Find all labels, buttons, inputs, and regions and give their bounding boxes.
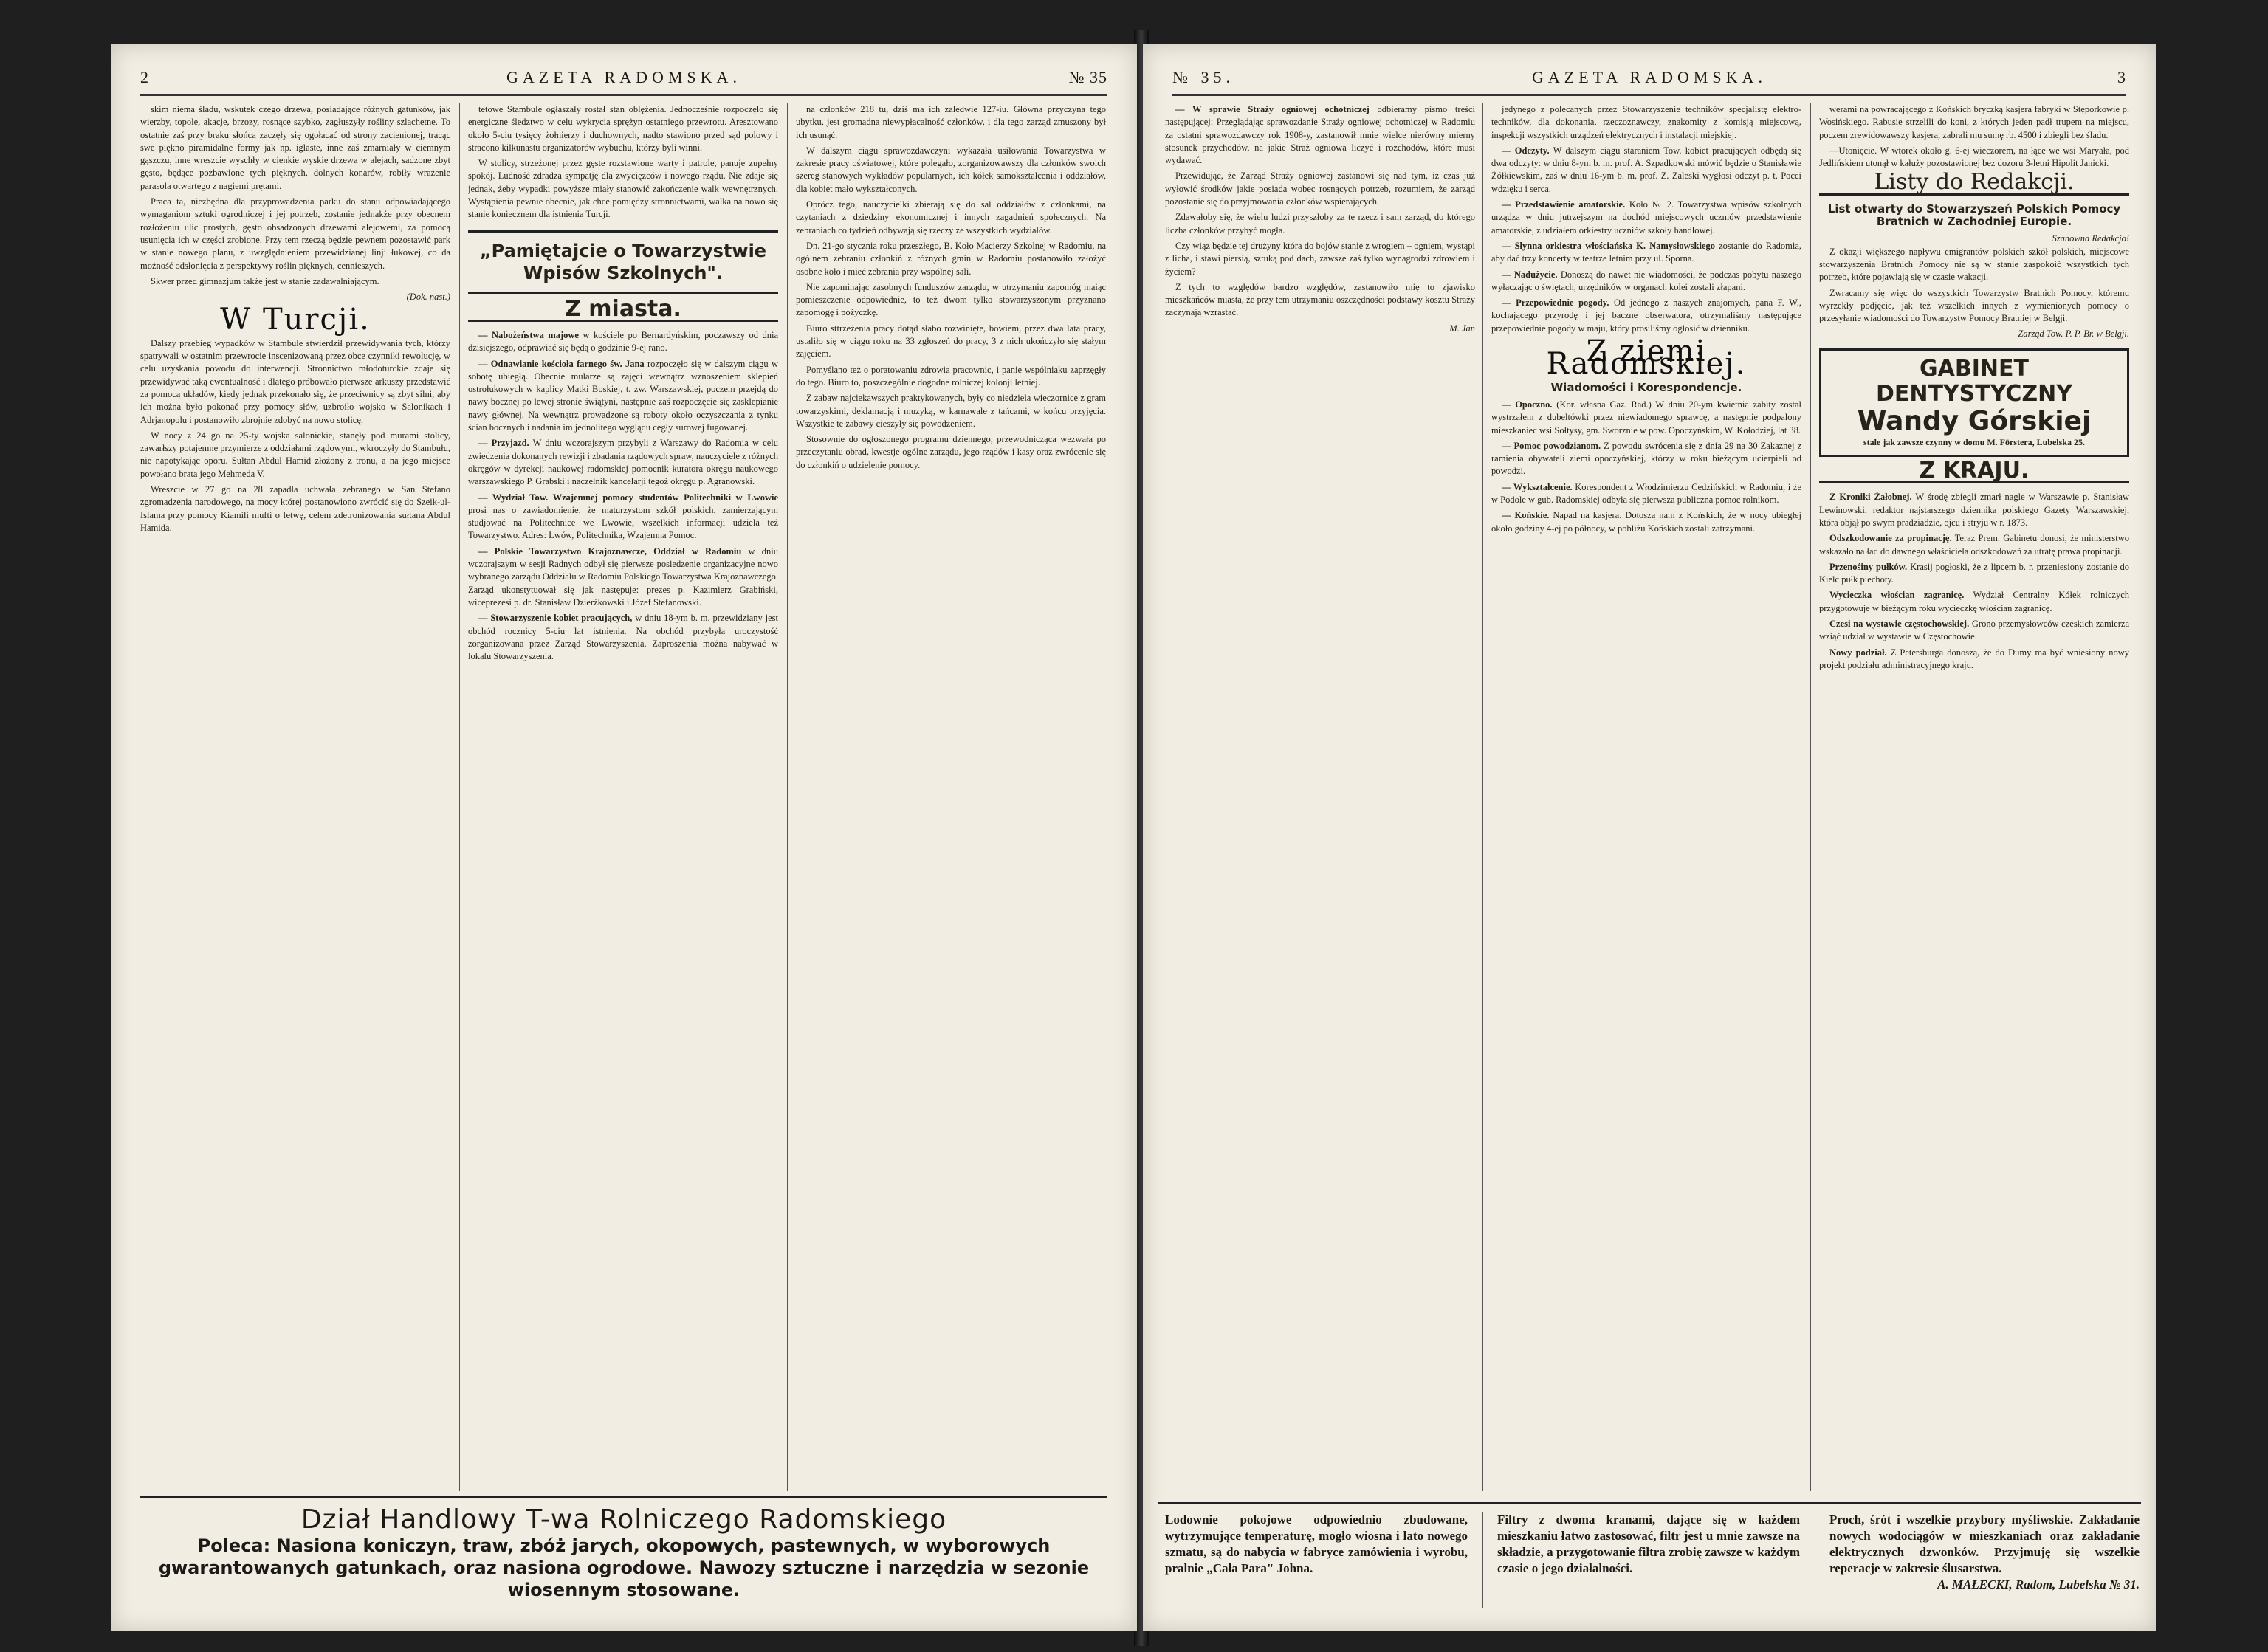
page-number: 2 <box>140 68 153 86</box>
news-item <box>1491 481 1801 507</box>
paragraph: Z okazji większego napływu emigrantów polskich szkół polskich, miejscowe stowarzyszenia Bratnich Pomocy nie są w stanie zaspokoić wszystkich tych potrzeb, które pojawiają się w czasie wakacji. <box>1819 246 2129 283</box>
item-text: Z powodu swrócenia się z dnia 29 na 30 Zakaznej z ramienia obywateli ziemi opoczyńskiej, którzy w roku bieżącym ucierpieli od powodzi. <box>1491 440 1801 477</box>
issue-number: № 35 <box>1068 68 1107 86</box>
section-headline: Z miasta. <box>468 303 778 322</box>
news-item <box>1491 269 1801 295</box>
hunting-supplies-advertisement <box>1829 1512 2140 1608</box>
issue-number: № 35. <box>1172 68 1234 86</box>
trade-advertisement <box>140 1496 1107 1615</box>
item-text: Koło № 2. Towarzystwa wpisów szkolnych urządza w dniu jutrzejszym na dochód miejscowych uczniów przedstawienie amatorskie, z udziałem orkiestry uczniów szkoły handlowej. <box>1491 199 1801 235</box>
item-lead: — Odczyty. <box>1502 145 1550 156</box>
dentist-advertisement <box>1819 348 2129 457</box>
item-lead: — Stowarzyszenie kobiet pracujących, <box>478 613 633 624</box>
news-item <box>1819 532 2129 558</box>
item-text: Od jednego z naszych znajomych, pana F. W., kochającego przyrodę i jej baczne obserwatora, otrzymaliśmy następujące przepowiednie pogody w maju, który prosiliśmy ogłosić w dzienniku. <box>1491 297 1801 334</box>
icehouse-advertisement: Lodownie pokojowe odpowiednio zbudowane, wytrzymujące temperaturę, mogło wiosna i lato nowego szmatu, są do nabycia w fabryce zamówienia i wyrobu, pralnie „Cała Para" Johna. <box>1165 1512 1468 1575</box>
news-item <box>1819 589 2129 615</box>
item-lead: — Nadużycie. <box>1502 269 1558 280</box>
signature: M. Jan <box>1449 323 1475 334</box>
advertisement-signature: A. MAŁECKI, Radom, Lubelska № 31. <box>1937 1577 2140 1591</box>
news-item <box>468 329 778 355</box>
signature: (Dok. nast.) <box>406 292 450 303</box>
paragraph: Wreszcie w 27 go na 28 zapadła uchwała zebranego w San Stefano zgromadzenia narodowego, na mocy której postanowiono zwrócić się do Szeik-ul-Islama przy pomocy Kiamili mufti o fetwę, celem zdetronizowania sułtana Abdul Hamida. <box>140 484 450 533</box>
paragraph: Pomyślano też o poratowaniu zdrowia pracownic, i panie wspólniaku zaprzęgły do tego. Biuro to, poszczególnie dogodne rolniczej kolonji letniej. <box>796 364 1106 388</box>
item-lead: — Wykształcenie. <box>1502 481 1573 492</box>
item-lead: — W sprawie Straży ogniowej ochotniczej <box>1175 104 1370 114</box>
news-item <box>1491 440 1801 478</box>
item-text: (Kor. własna Gaz. Rad.) W dniu 20-ym kwietnia zabity został wystrzałem z dubeltówki przez niewiadomego sprawcę, a następnie podpalony mieszkaniec wsi Sołtysy, gm. Sworznie w pow. Opoczyńskim, W. Kołodziej, lat 38. <box>1491 399 1801 436</box>
item-text: w dniu wczorajszym w sesji Radnych odbył się pierwsze posiedzenie organizacyjne nowo wybranego zarządu Oddziału w Radomiu Polskiego Towarzystwa Krajoznawczego. Zarząd ukonstytuował się jak następuje: prezes p. Kazimierz Grabiński, wiceprezesi p. dr. Stanisław Dzierżkowski i Józef Stefanowski. <box>468 545 778 608</box>
column-divider <box>1810 103 1811 1491</box>
item-text: w kościele po Bernardyńskim, poczawszy od dnia dzisiejszego, odprawiać się będą o godzinie 9-ej rano. <box>468 329 778 354</box>
boxed-headline: „Pamiętajcie o Towarzystwie Wpisów Szkolnych". <box>468 230 778 294</box>
section-headline: Z KRAJU. <box>1819 464 2129 483</box>
paragraph: jedynego z polecanych przez Stowarzyszenie techników specjalistę elektro-techników, dla dokonania, rzeczoznawczy, znakomity z komisją miejscową, inspekcji wszystkich urządzeń elektrycznych i instalacji miejskiej. <box>1491 104 1801 140</box>
left-column-2 <box>468 103 778 1491</box>
advertisement-text: Proch, śrót i wszelkie przybory myśliwskie. Zakładanie nowych wodociągów w mieszkaniach oraz zakładanie elektrycznych dzwonków. Przyjmuję się wszelkie reperacje w zakresie ślusarstwa. <box>1829 1512 2140 1575</box>
paragraph: Przewidując, że Zarząd Straży ogniowej zastanowi się nad tym, iż czas już wyłowić środków jakie posiada wobec rosnących potrzeb, rozumiem, że zarząd pozostanie się do przyjmowania członków wspierających. <box>1165 171 1475 207</box>
paragraph: W dalszym ciągu sprawozdawczyni wykazała usiłowania Towarzystwa w zakresie pracy oświatowej, które polegało, zorganizowawszy dla członków swoich szereg stanowych wykładów popularnych, ich kółek samokształcenia i oddziałów, dla kobiet mało wykształconych. <box>796 145 1106 194</box>
item-lead: — Końskie. <box>1502 510 1550 521</box>
item-lead: Wycieczka włościan zagranicę. <box>1829 590 1965 601</box>
item-lead: — Opoczno. <box>1502 399 1553 410</box>
item-text: W środę zbiegli zmarł nagle w Warszawie p. Stanisław Lewinowski, redaktor najstarszego dziennika polskiego Gazety Warszawskiej, która objął po swym pradziadzie, ojcu i stryju w r. 1873. <box>1819 492 2129 528</box>
item-lead: Z Kroniki Żałobnej. <box>1829 492 1912 503</box>
item-lead: — Odnawianie kościoła farnego św. Jana <box>478 358 645 369</box>
item-lead: — Słynna orkiestra włościańska K. Namysłowskiego <box>1502 240 1716 251</box>
item-text: prosi nas o zawiadomienie, że maturzystom szkół polskich, zamierzającym studjować na Politechnice we Lwowie, wszelkich informacji udziela też Towarzystwo. Adres: Lwów, Politechnika, Wzajemna Pomoc. <box>468 504 778 541</box>
item-text: zostanie do Radomia, aby dać trzy koncerty w teatrze letnim przy ul. Sporna. <box>1491 240 1801 264</box>
page-number: 3 <box>2117 68 2126 86</box>
paragraph: Zwracamy się więc do wszystkich Towarzystw Bratnich Pomocy, któremu wyrzekły podjęcie, jak też wszelkich innych z wymienionych pomocy o przesyłanie wiadomości do Towarzystw Pomocy Bratniej w Belgji. <box>1819 287 2129 324</box>
paragraph: Dn. 21-go stycznia roku przeszłego, B. Koło Macierzy Szkolnej w Radomiu, na ogólnem zebraniu członkiń z różnych gmin w Radomiu postanowiło założyć osobne koło i mieć zebrania przy wspólnej sali. <box>796 240 1106 277</box>
item-lead: — Przedstawienie amatorskie. <box>1502 199 1626 210</box>
column-divider <box>1482 103 1483 1491</box>
paragraph: tetowe Stambule ogłaszały rostał stan oblężenia. Jednocześnie rozpoczęło się energiczne śledztwo w celu wykrycia sprężyn ostatniego przewrotu. Aresztowano około 5-ciu tysięcy żołnierzy i duchownych, nadto stawiono przed sąd polowy i stracono kilkunastu organizatorów wybuchu, którzy byli winni. <box>468 104 778 153</box>
item-lead: — Przyjazd. <box>478 438 529 449</box>
ad-name: Wandy Górskiej <box>1857 405 2092 436</box>
filter-advertisement: Filtry z dwoma kranami, dające się w każdem mieszkaniu łatwo zastosować, filtr jest u mnie zawsze na składzie, a przygotowanie filtra zrobię zawsze w każdym czasie o jego działalności. <box>1497 1512 1800 1575</box>
paragraph: Dalszy przebieg wypadków w Stambule stwierdził przewidywania tych, którzy spatrywali w ostatnim przewrocie inscenizowaną przez obce czynniki rewolucję, w celu uzyskania powodu do interwencji. Stronnictwo młodoturckie zdaje się przewidywać taką ewentualność i dlatego próbowało pierwsze arkuszy przedstawić za pomocą układów, kiedy jednak przekonało się, że przeciwnicy są zbyt silni, aby ich można było pokonać przy pomocy słów, uzbroiło wojsko w Salonikach i Adrjanopolu i postanowiło zbrojnie zdobyć na nowo stolicę. <box>140 337 450 425</box>
signature: Zarząd Tow. P. P. Br. w Belgji. <box>2018 328 2129 340</box>
item-text: Krasij pogłoski, że z lipcem b. r. przeniesiony zostanie do Kielc pułk piechoty. <box>1819 561 2129 585</box>
item-lead: Odszkodowanie za propinację. <box>1829 533 1952 544</box>
item-text: Teraz Prem. Gabinetu donosi, że ministerstwo wskazało na ład do dawnego właściciela odszkodowań za utratę prawa propinacji. <box>1819 533 2129 557</box>
item-text: Grono przemysłowców czeskich zamierza wziąć udział w wystawie w Częstochowie. <box>1819 619 2129 642</box>
paragraph: Z zabaw najciekawszych praktykowanych, były co niedziela wieczornice z gram towarzyskimi, deklamacją i muzyką, w karnawale z tańcami, w końcu przyjęcia. Wszystkie te zabawy cieszyły się powodzeniem. <box>796 393 1106 429</box>
letter-title: List otwarty do Stowarzyszeń Polskich Pomocy Bratnich w Zachodniej Europie. <box>1827 202 2121 229</box>
news-item <box>468 358 778 435</box>
item-text: Z Petersburga donoszą, że do Dumy ma być wniesiony nowy projekt podziału administracyjnego kraju. <box>1819 647 2129 670</box>
article-headline: W Turcji. <box>220 303 371 337</box>
paragraph: Skwer przed gimnazjum także jest w stanie zadawalniającym. <box>151 275 379 286</box>
paragraph: skim niema śladu, wskutek czego drzewa, posiadające różnych gatunków, jak wierzby, topole, akacje, brzozy, rosnące szybko, zagłuszyły rośliny szlachetne. To ostatnie zaś przy braku słońca zaczęły się ogołacać od strony zacienionej, tracąc swe piękno piramidalne formy jak np. iglaste, inne zaś zmarniały w ciemnym gąszczu, inne wreszcie wyschły w cienkie wyskie drzewa w alejach, sadzone zbyt gęsto, będące pozbawione tych pięknych, dolnych konarów, robiły wrażenie parasola otwartego z nagiemi prętami. <box>140 104 450 191</box>
paragraph: Czy wiąz będzie tej drużyny która do bojów stanie z wrogiem – ogniem, wystąpi z licha, i stawi piersią, sztuką pod dach, zawsze zaś tylko wynagrodzi zdrowiem i życiem? <box>1165 240 1475 277</box>
left-page <box>111 44 1137 1631</box>
section-headline: Z ziemi Radomskiej. <box>1546 334 1747 382</box>
ad-address: stale jak zawsze czynny w domu M. Förstera, Lubelska 25. <box>1863 436 2085 447</box>
news-item <box>1491 399 1801 437</box>
item-lead: Przenośiny pułków. <box>1829 561 1908 572</box>
right-column-3 <box>1819 103 2129 1491</box>
news-item <box>468 612 778 663</box>
letters-headline: Listy do Redakcji. <box>1819 176 2129 195</box>
right-column-2 <box>1491 103 1801 1491</box>
item-text: Napad na kasjera. Dotoszą nam z Końskich, że w nocy ubiegłej około godziny 4-ej po północy, w pobliżu Końskich zostali zatrzymani. <box>1491 510 1801 534</box>
paragraph: Praca ta, niezbędna dla przyprowadzenia parku do stanu odpowiadającego wymaganiom sztuki ogrodniczej i jej potrzeb, zostanie jednakże przy obecnem rozłożeniu ulic prostych, gęsto obsadzonych drzewami alejowemi, za pomocą usunięcia ich w części zrobione. Przy tem rzeczą będzie pewnem pozostawić park w stanie nowego planu, z uwzględnieniem przewidzianej linji łukowej, co da możność odsłonięcia z perspektywy roślin pięknych, cennieszych. <box>140 196 450 271</box>
paragraph: Stosownie do ogłoszonego programu dziennego, przewodnicząca wezwała po przeczytaniu obrad, kwestje ogólne zarządu, jego rządów i kasy oraz zwrócenie się do członkiń o udzielenie pomocy. <box>796 434 1106 470</box>
item-text: Donoszą do nawet nie wiadomości, że podczas pobytu naszego wyłączając o świętach, urzędników w organach kolei zostali złapani. <box>1491 269 1801 292</box>
advertisement-text: Poleca: Nasiona koniczyn, traw, zbóż jarych, okopowych, pastewnych, w wyborowych gwarantowanych gatunkach, oraz nasiona ogrodowe. Nawozy sztuczne i narzędzia w sezonie wiosennym stosowane. <box>158 1535 1090 1600</box>
item-lead: Nowy podział. <box>1829 647 1887 658</box>
item-lead: Czesi na wystawie częstochowskiej. <box>1829 619 1970 630</box>
news-item <box>1491 240 1801 266</box>
paragraph: na członków 218 tu, dziś ma ich zaledwie 127-iu. Główna przyczyna tego ubytku, jest gromadna niewypłacalność członków, i dla tego zarząd zmuszony był ich usunąć. <box>796 104 1106 140</box>
item-text: rozpoczęło się w dalszym ciągu w sobotę ubiegłą. Obecnie mularze są zajęci wewnątrz wznoszeniem sklepień ostrołukowych w kaplicy Matki Boskiej, t. zw. Warszawskiej, poczem przejdą do nawy bocznej po lewej stronie świątyni, następnie zaś rozpoczęcie się zasklepianie nawy głównej. Na wewnątrz prowadzone są roboty około oczyszczania z tynku ścian bocznych i nadania im jednolitego wyglądu cegły surowej fugowanej. <box>468 358 778 433</box>
paragraph: Nie zapominając zasobnych funduszów zarządu, w utrzymaniu zapomóg maiąc pomieszczenie odpowiednie, to też dwom tylko stowarzyszonym przyznano zapomogę i pożyczkę. <box>796 281 1106 318</box>
item-lead: — Nabożeństwa majowe <box>478 329 579 340</box>
left-column-3 <box>796 103 1106 1491</box>
item-text: Korespondent z Włodzimierzu Cedzińskich w Radomiu, i że w Podole w gub. Radomskiej odbyła się pierwsza publiczna pomoc rolnikom. <box>1491 481 1801 506</box>
news-item <box>1819 618 2129 644</box>
column-divider <box>459 103 460 1491</box>
paragraph: W nocy z 24 go na 25-ty wojska salonickie, stanęły pod murami stolicy, zawarłszy potajemne przymierze z oddziałami rządowymi, wkroczyły do Stambułu, nie napotykając oporu. Sułtan Abdul Hamid złożony z tronu, a na jego miejsce powołano brata jego Mehmeda V. <box>140 430 450 479</box>
news-item <box>1819 491 2129 529</box>
item-lead: — Przepowiednie pogody. <box>1502 297 1609 309</box>
news-item <box>1491 199 1801 237</box>
right-column-1 <box>1165 103 1475 1491</box>
item-text: odbieramy pismo treści następującej: Przeglądając sprawozdanie Straży ogniowej ochotniczej w Radomiu za ostatni sprawozdawczy rok 1908-y, zastanowił mnie wielce nierówny mierny stosunek przychodów, na jakie Straż ogniowa liczyć i rozchodów, które musi wydawać. <box>1165 104 1475 166</box>
paragraph: W stolicy, strzeżonej przez gęste rozstawione warty i patrole, panuje zupełny spokój. Ludność zdradza sympatję dla zwycięzców i nowego rządu. Nie zdaje się jednak, żeby wypadki powyższe miały stanowić zakończenie walk wewnętrznych. Wystąpienia pewnie obecnie, jak chce pomiędzy stronnictwami, walka na nowo się stanie koniecznem dla istnienia Turcji. <box>468 158 778 220</box>
running-title: GAZETA RADOMSKA. <box>506 68 741 86</box>
letter-greeting: Szanowna Redakcjo! <box>2052 233 2129 244</box>
advertisement-heading: Dział Handlowy T-wa Rolniczego Radomskiego <box>300 1504 947 1535</box>
paragraph: Z tych to względów bardzo względów, zastanowiło mię to zjawisko mieszkańców miasta, że przy tem utrzymaniu oszczędności podstawy kosztu Straży zaczynają wzrastać. <box>1165 281 1475 318</box>
paragraph: werami na powracającego z Końskich bryczką kasjera fabryki w Stęporkowie p. Wosińskiego. Rabusie strzelili do koni, z których jeden padł trupem na miejscu, poczem zrewidowawszy kasjera, zabrali mu sumę rb. 4500 i zbiegli bez śladu. <box>1819 104 2129 140</box>
news-item <box>1491 297 1801 335</box>
item-text: w dniu 18-ym b. m. przewidziany jest obchód rocznicy 5-ciu lat istnienia. Na obchód przybyła uroczystość zorganizowana przez Zarząd Stowarzyszenia. Zaproszenia można nabywać w lokalu Stowarzyszenia. <box>468 613 778 662</box>
news-item <box>1165 103 1475 167</box>
news-item <box>1491 509 1801 535</box>
item-lead: — Pomoc powodzianom. <box>1502 440 1601 451</box>
news-item <box>1819 561 2129 587</box>
news-item <box>468 437 778 488</box>
right-page <box>1143 44 2156 1631</box>
column-divider <box>787 103 788 1491</box>
news-item <box>468 492 778 543</box>
news-item <box>1819 647 2129 672</box>
news-item <box>1491 145 1801 196</box>
paragraph: Zdawałoby się, że wielu ludzi przyszłoby za te rzecz i sam zarząd, do którego liczba członków przybyć mogła. <box>1165 212 1475 235</box>
paragraph: Biuro sttrzeżenia pracy dotąd słabo rozwinięte, bowiem, przez dwa lata pracy, ustaliło się w ciągu roku na 33 zgłoszeń do pracy, 3 z nich ukończyło się stałym zajęciem. <box>796 323 1106 359</box>
paragraph: —Utonięcie. W wtorek około g. 6-ej wieczorem, na łące we wsi Maryała, pod Jedlińskiem utonął w kałuży pozostawionej bez dozoru 3-letni Hipolit Janicki. <box>1819 145 2129 169</box>
item-lead: — Wydział Tow. Wzajemnej pomocy studentów Politechniki w Lwowie <box>478 492 778 503</box>
item-lead: — Polskie Towarzystwo Krajoznawcze, Oddział w Radomiu <box>478 545 742 557</box>
column-divider <box>1482 1512 1483 1608</box>
ad-title: GABINET DENTYSTYCZNY <box>1875 355 2072 407</box>
item-text: W dniu wczorajszym przybyli z Warszawy do Radomia w celu zwiedzenia dokonanych rewizji i zbadania rządowych spraw, nauczyciele z różnych okręgów w dyrekcji naukowej radomskiej pomocnik kuratora okręgu naukowego warszawskiego P. Grabski i naczelnik kancelarji tegoż okręgu p. Agranowski. <box>468 438 778 487</box>
left-page-header <box>140 65 1107 96</box>
left-column-1 <box>140 103 450 1491</box>
news-item <box>468 545 778 609</box>
section-subheadline: Wiadomości i Korespondencje. <box>1550 380 1742 394</box>
item-text: W dalszym ciągu staraniem Tow. kobiet pracujących odbędą się dwa odczyty: w dniu 8-ym b. m. prof. A. Szpadkowski mówić będzie o Stanisławie Żółkiewskim, zaś w dniu 16-ym b. m. prof. Z. Zaleski wygłosi odczyt p. t. Pocci wdzięku i serca. <box>1491 145 1801 194</box>
running-title: GAZETA RADOMSKA. <box>1532 68 1767 86</box>
bottom-advertisements <box>1158 1502 2141 1615</box>
right-page-header <box>1172 65 2126 96</box>
item-text: Wydział Centralny Kółek rolniczych przygotowuje w bieżącym roku wycieczkę włościan zagranicę. <box>1819 590 2129 613</box>
paragraph: Oprócz tego, nauczycielki zbierają się do sal oddziałów z członkami, na czytaniach z dziedziny ekonomicznej i innych zagadnień społecznych. Na zebraniach co tydzień odbywają się rzeczy ze wszystkich wydziałów. <box>796 199 1106 235</box>
